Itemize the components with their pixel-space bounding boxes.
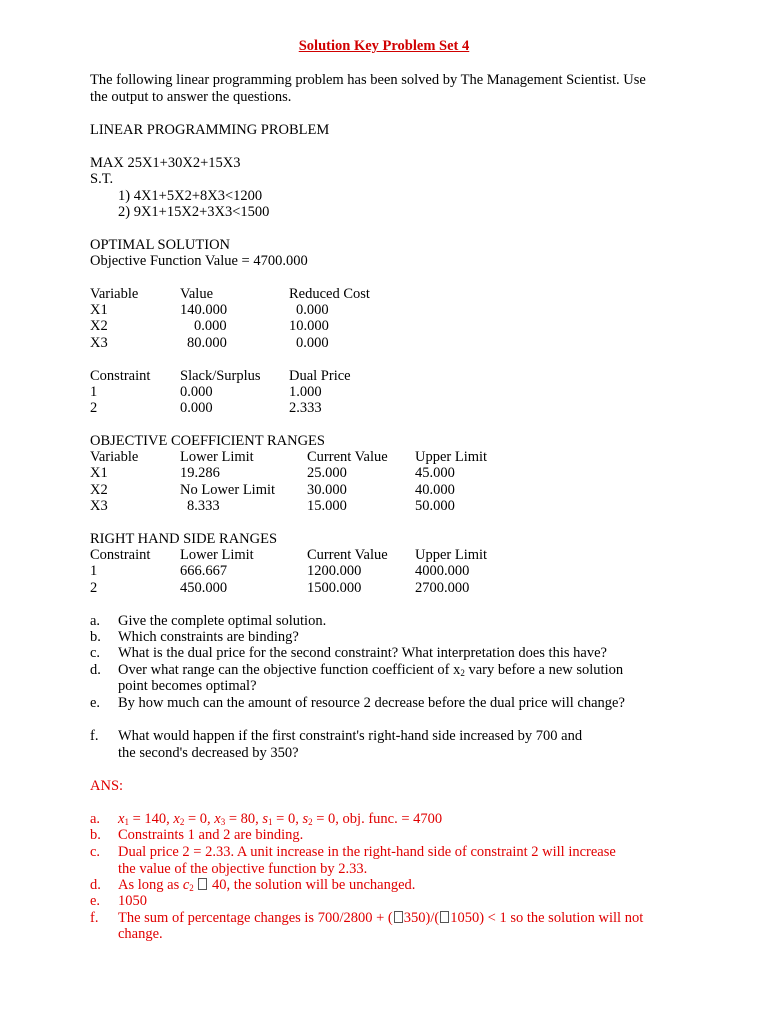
- question-text: What is the dual price for the second constraint? What interpretation does this have?: [118, 645, 607, 661]
- answer-letter: b.: [90, 827, 101, 843]
- missing-glyph-icon: [440, 911, 449, 923]
- table-cell: 45.000: [415, 465, 455, 481]
- table-cell: X3: [90, 335, 108, 351]
- table-cell: 1: [90, 563, 98, 579]
- table-header: Dual Price: [289, 368, 351, 384]
- answer-text-part: 40, the solution will be unchanged.: [208, 877, 416, 893]
- objective-function-value: Objective Function Value = 4700.000: [90, 253, 308, 269]
- table-cell: 80.000: [187, 335, 227, 351]
- answer-text-part: The sum of percentage changes is 700/2800 + (: [118, 910, 393, 926]
- answers-heading: ANS:: [90, 778, 124, 794]
- table-cell: 666.667: [180, 563, 228, 579]
- table-cell: 2: [90, 400, 98, 416]
- table-header: Upper Limit: [415, 449, 488, 465]
- table-cell: X1: [90, 302, 108, 318]
- table-cell: 0.000: [180, 384, 213, 400]
- table-header: Constraint: [90, 547, 151, 563]
- question-text: Give the complete optimal solution.: [118, 613, 327, 629]
- table-cell: 30.000: [307, 482, 347, 498]
- table-cell: 0.000: [296, 302, 329, 318]
- missing-glyph-icon: [394, 911, 403, 923]
- variable: c: [182, 877, 190, 893]
- table-header: Reduced Cost: [289, 286, 370, 302]
- table-cell: 2: [90, 580, 98, 596]
- table-header: Current Value: [307, 547, 388, 563]
- table-cell: 1200.000: [307, 563, 362, 579]
- optimal-solution-heading: OPTIMAL SOLUTION: [90, 237, 231, 253]
- answer-letter: e.: [90, 893, 101, 909]
- objective-function: MAX 25X1+30X2+15X3: [90, 155, 241, 171]
- table-header: Variable: [90, 286, 139, 302]
- section-heading: RIGHT HAND SIDE RANGES: [90, 531, 278, 547]
- answer-letter: f.: [90, 910, 99, 926]
- table-cell: 0.000: [194, 318, 227, 334]
- table-cell: X3: [90, 498, 108, 514]
- table-header: Value: [180, 286, 214, 302]
- constraint-2: 2) 9X1+15X2+3X3<1500: [118, 204, 270, 220]
- question-text: What would happen if the first constraint's right-hand side increased by 700 and the second's decreased by 350?: [118, 728, 583, 761]
- answer-letter: a.: [90, 811, 101, 827]
- table-cell: 1.000: [289, 384, 322, 400]
- table-cell: 50.000: [415, 498, 455, 514]
- table-cell: 25.000: [307, 465, 347, 481]
- answer-e-text: 1050: [118, 893, 147, 909]
- table-cell: 2.333: [289, 400, 322, 416]
- question-text-part: vary before a new solution: [464, 662, 624, 678]
- subscript: 2: [189, 883, 194, 893]
- table-cell: X1: [90, 465, 108, 481]
- answer-f-line2: change.: [118, 926, 163, 942]
- question-letter: a.: [90, 613, 101, 629]
- document-title: Solution Key Problem Set 4: [298, 38, 470, 54]
- question-letter: c.: [90, 645, 101, 661]
- question-letter: e.: [90, 695, 101, 711]
- table-cell: 1: [90, 384, 98, 400]
- answer-c-text: Dual price 2 = 2.33. A unit increase in the right-hand side of constraint 2 will increase the value of the objective function by 2.33.: [118, 844, 616, 877]
- table-cell: 4000.000: [415, 563, 470, 579]
- table-cell: No Lower Limit: [180, 482, 276, 498]
- table-cell: 40.000: [415, 482, 455, 498]
- answer-text-part: 350)/(: [403, 910, 440, 926]
- answer-letter: d.: [90, 877, 101, 893]
- table-cell: X2: [90, 482, 108, 498]
- intro-paragraph: The following linear programming problem has been solved by The Management Scientist. Use the output to answer the questions.: [90, 72, 646, 105]
- question-text-line2: point becomes optimal?: [118, 678, 257, 694]
- table-cell: X2: [90, 318, 108, 334]
- table-cell: 0.000: [296, 335, 329, 351]
- table-header: Lower Limit: [180, 547, 254, 563]
- question-letter: b.: [90, 629, 101, 645]
- section-heading: OBJECTIVE COEFFICIENT RANGES: [90, 433, 325, 449]
- table-cell: 8.333: [187, 498, 220, 514]
- question-text: Which constraints are binding?: [118, 629, 299, 645]
- question-text-part: Over what range can the objective function coefficient of x: [118, 662, 461, 678]
- table-cell: 450.000: [180, 580, 228, 596]
- table-header: Upper Limit: [415, 547, 488, 563]
- question-letter: d.: [90, 662, 101, 678]
- question-letter: f.: [90, 728, 99, 744]
- answer-text-part: As long as: [118, 877, 183, 893]
- table-cell: 10.000: [289, 318, 329, 334]
- answer-a-text: $x_1 = 140$, $x_2 = 0$, $x_3 = 80$, $s_1 = 0$, $s_2 = 0$, obj. func. = 4700: [118, 811, 443, 827]
- missing-glyph-icon: [198, 878, 207, 890]
- answer-b-text: Constraints 1 and 2 are binding.: [118, 827, 304, 843]
- table-header: Lower Limit: [180, 449, 254, 465]
- question-text: [118, 662, 638, 679]
- table-header: Constraint: [90, 368, 151, 384]
- answer-f-text: [118, 910, 658, 927]
- table-cell: 140.000: [180, 302, 228, 318]
- table-header: Slack/Surplus: [180, 368, 261, 384]
- table-cell: 2700.000: [415, 580, 470, 596]
- question-text: By how much can the amount of resource 2 decrease before the dual price will change?: [118, 695, 625, 711]
- lp-heading: LINEAR PROGRAMMING PROBLEM: [90, 122, 330, 138]
- table-cell: 1500.000: [307, 580, 362, 596]
- constraint-1: 1) 4X1+5X2+8X3<1200: [118, 188, 263, 204]
- answer-d-text: [118, 877, 638, 894]
- answer-text-part: 1050) < 1 so the solution will not: [450, 910, 644, 926]
- answer-letter: c.: [90, 844, 101, 860]
- table-cell: 0.000: [180, 400, 213, 416]
- subject-to-label: S.T.: [90, 171, 114, 187]
- subscript: 2: [460, 668, 465, 678]
- table-cell: 15.000: [307, 498, 347, 514]
- table-header: Variable: [90, 449, 139, 465]
- table-header: Current Value: [307, 449, 388, 465]
- table-cell: 19.286: [180, 465, 220, 481]
